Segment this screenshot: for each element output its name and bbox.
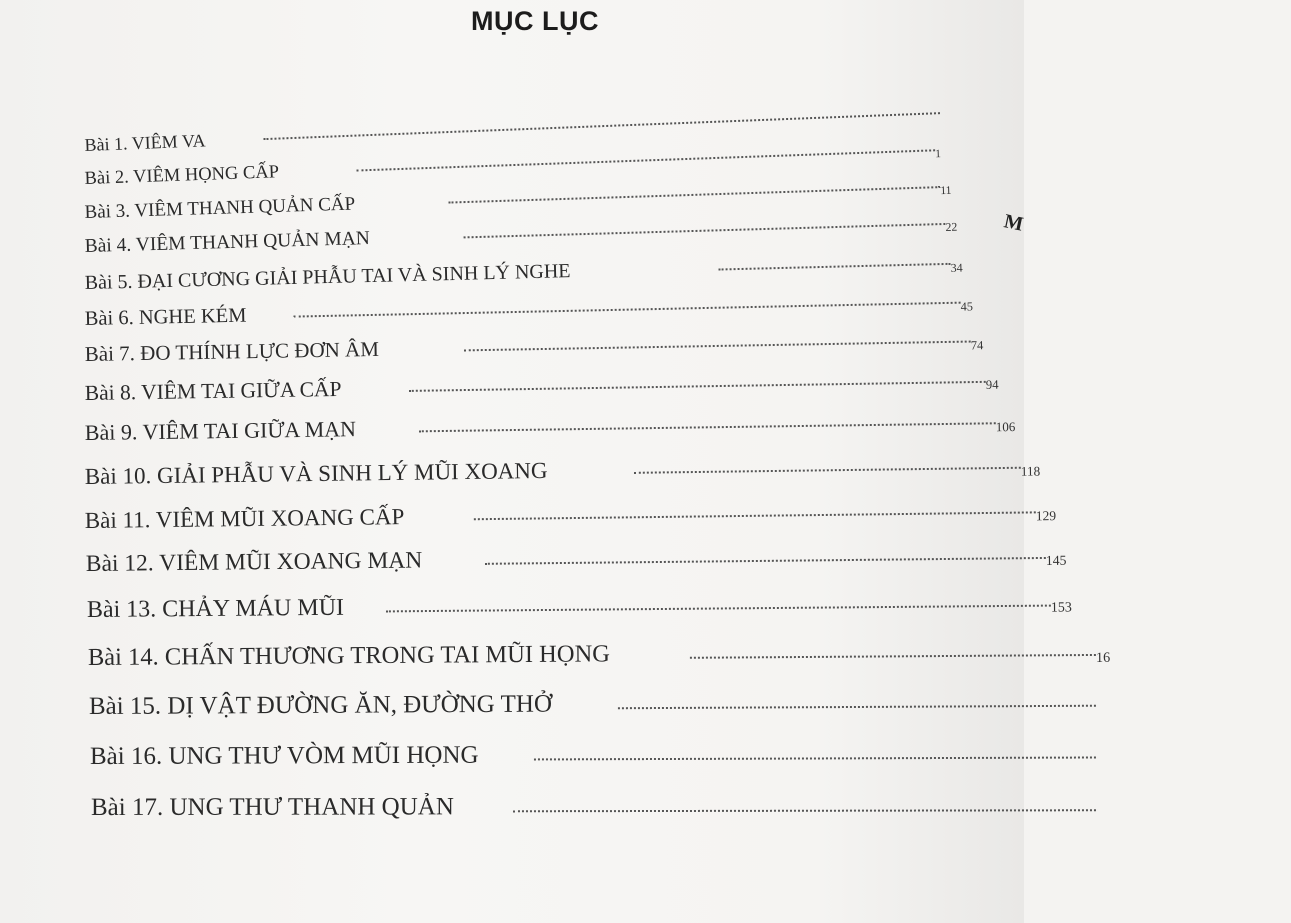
toc-leader-dots xyxy=(513,809,1096,812)
toc-leader-dots xyxy=(448,186,940,203)
toc-entry-label: Bài 6. NGHE KÉM xyxy=(84,304,247,330)
toc-leader-dots xyxy=(386,605,1051,613)
toc-entry xyxy=(85,440,1285,490)
toc-page-number: 94 xyxy=(985,377,999,393)
toc-leader-dots xyxy=(618,705,1096,710)
toc-entry xyxy=(87,580,1287,624)
facing-page-edge-text: M xyxy=(1002,210,1026,236)
toc-entry xyxy=(89,681,1289,721)
toc-page-number: 106 xyxy=(995,419,1016,435)
toc-entry-label: Bài 5. ĐẠI CƯƠNG GIẢI PHẪU TAI VÀ SINH LÝ NGHE xyxy=(84,260,571,295)
toc-page-number: 11 xyxy=(940,184,952,197)
toc-leader-dots xyxy=(464,341,971,352)
toc-page-number: 22 xyxy=(945,220,958,235)
toc-entry-label: Bài 4. VIÊM THANH QUẢN MẠN xyxy=(84,227,371,257)
toc-entry-label: Bài 15. DỊ VẬT ĐƯỜNG ĂN, ĐƯỜNG THỞ xyxy=(88,690,553,720)
toc-entry-label: Bài 11. VIÊM MŨI XOANG CẤP xyxy=(84,504,405,534)
toc-page-number: 129 xyxy=(1035,507,1057,523)
toc-leader-dots xyxy=(690,654,1096,659)
toc-leader-dots xyxy=(419,422,996,432)
toc-page-number: 118 xyxy=(1020,463,1041,479)
toc-page-number: 45 xyxy=(960,299,974,314)
toc-leader-dots xyxy=(534,756,1096,760)
toc-leader-dots xyxy=(719,263,951,271)
toc-entry xyxy=(88,630,1288,672)
toc-leader-dots xyxy=(474,511,1036,520)
toc-entry-label: Bài 16. UNG THƯ VÒM MŨI HỌNG xyxy=(89,741,479,770)
toc-entry xyxy=(85,485,1285,534)
toc-page-number: 153 xyxy=(1050,600,1072,616)
toc-entry xyxy=(86,531,1286,578)
toc-entry xyxy=(91,786,1291,822)
toc-entry-label: Bài 9. VIÊM TAI GIỮA MẠN xyxy=(84,416,357,446)
toc-page-number: 145 xyxy=(1045,552,1067,569)
toc-page-number: 16 xyxy=(1095,649,1111,666)
toc-leader-dots xyxy=(409,381,986,392)
toc-leader-dots xyxy=(634,467,1021,474)
toc-entry-label: Bài 8. VIÊM TAI GIỮA CẤP xyxy=(84,376,342,405)
toc-entry-label: Bài 2. VIÊM HỌNG CẤP xyxy=(84,161,280,189)
toc-page-number: 74 xyxy=(970,337,984,353)
toc-entry-label: Bài 1. VIÊM VA xyxy=(84,130,206,156)
page-title: MỤC LỤC xyxy=(471,6,599,36)
toc-leader-dots xyxy=(485,557,1046,565)
toc-entry-label: Bài 13. CHẢY MÁU MŨI xyxy=(86,594,345,624)
toc-entry-label: Bài 17. UNG THƯ THANH QUẢN xyxy=(90,793,454,821)
toc-entry-label: Bài 7. ĐO THÍNH LỰC ĐƠN ÂM xyxy=(84,336,380,367)
toc-entry xyxy=(90,733,1290,771)
toc-entry-label: Bài 12. VIÊM MŨI XOANG MẠN xyxy=(85,546,423,577)
toc-leader-dots xyxy=(294,302,961,318)
toc-entry-label: Bài 10. GIẢI PHẪU VÀ SINH LÝ MŨI XOANG xyxy=(84,457,548,490)
toc-page-number: 34 xyxy=(950,260,963,275)
toc-leader-dots xyxy=(464,223,946,238)
toc-entry-label: Bài 3. VIÊM THANH QUẢN CẤP xyxy=(84,193,356,224)
toc-entry-label: Bài 14. CHẤN THƯƠNG TRONG TAI MŨI HỌNG xyxy=(87,639,610,671)
toc-page-number: 1 xyxy=(935,147,942,161)
